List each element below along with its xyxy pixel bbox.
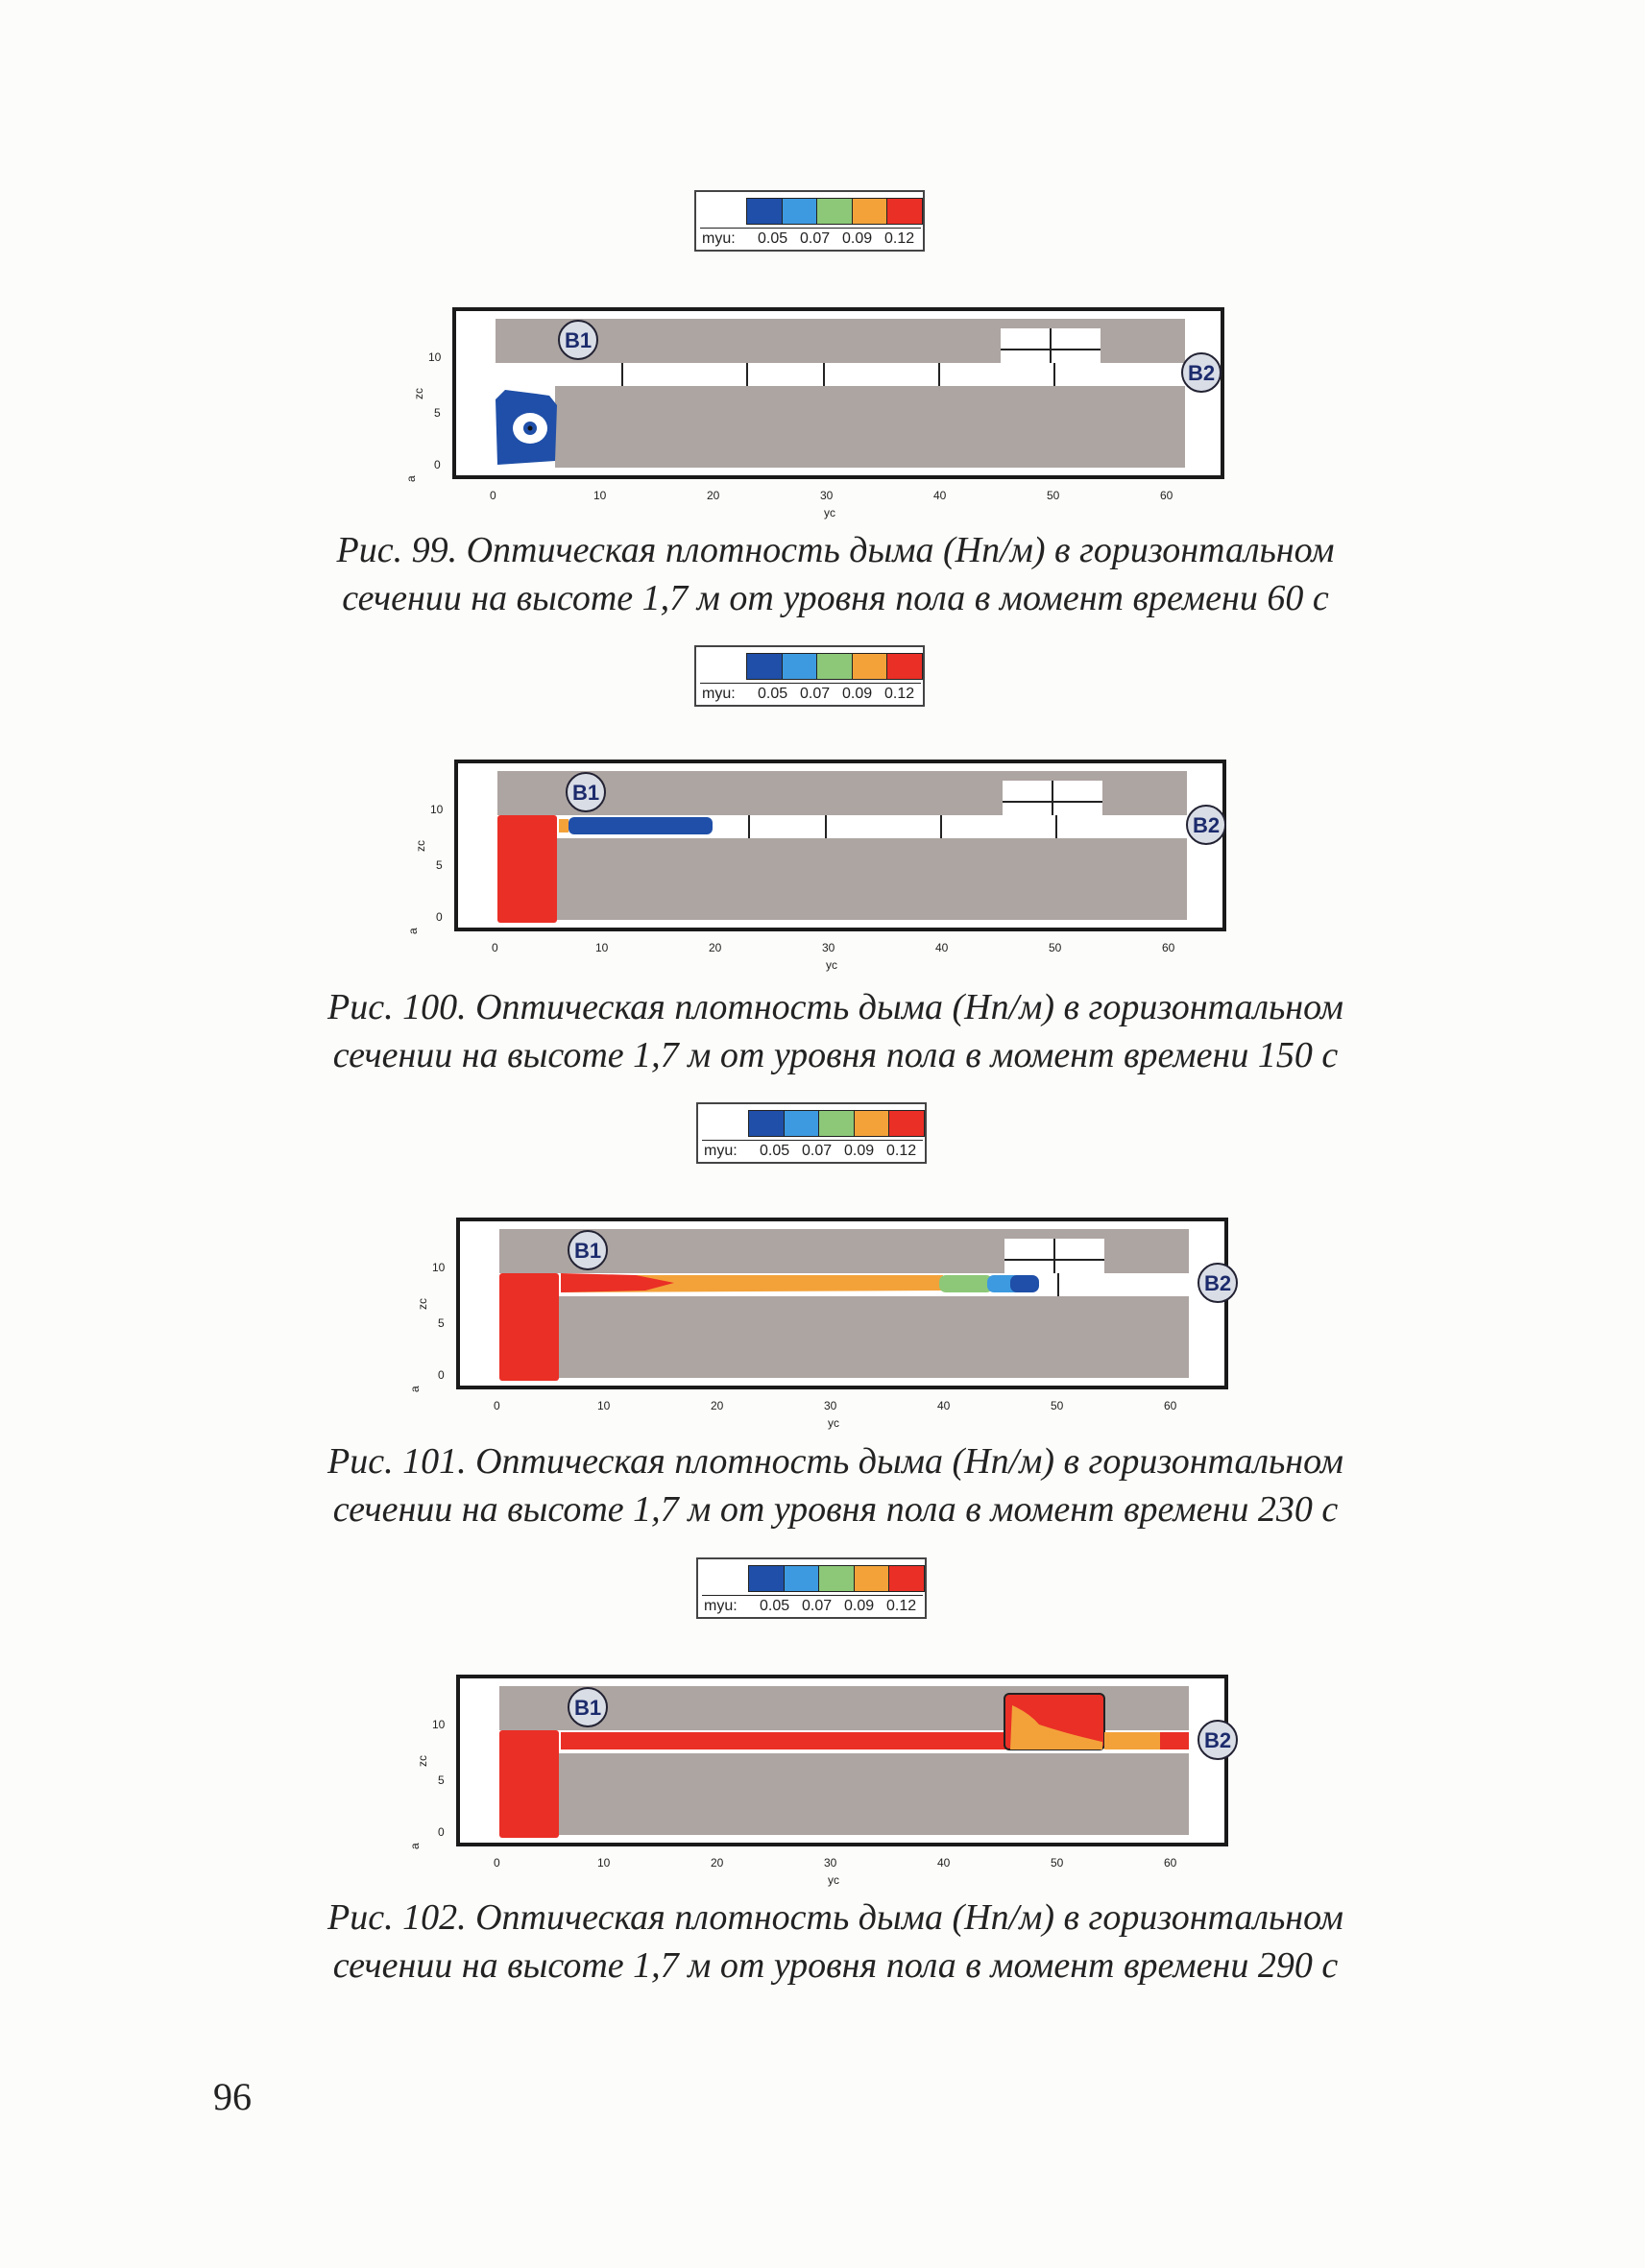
x-tick: 20 <box>707 489 720 502</box>
x-tick: 30 <box>820 489 834 502</box>
plot-100 <box>403 752 1248 973</box>
y-label: zc <box>416 1298 429 1310</box>
x-tick: 0 <box>494 1399 500 1412</box>
marker-b1: B1 <box>571 781 600 805</box>
y-tick: 5 <box>438 1316 445 1330</box>
swatch-green <box>819 1566 855 1591</box>
y-tick: 0 <box>438 1368 445 1382</box>
swatch-dark-blue <box>747 654 783 679</box>
x-tick: 50 <box>1051 1856 1064 1870</box>
figure-caption <box>173 526 1498 622</box>
swatch-light-blue <box>783 199 818 224</box>
x-tick: 20 <box>711 1399 724 1412</box>
y-tick: 10 <box>428 350 442 364</box>
swatch-green <box>817 199 853 224</box>
x-tick: 40 <box>937 1856 951 1870</box>
legend-tick: 0.07 <box>802 1143 833 1159</box>
x-tick: 0 <box>494 1856 500 1870</box>
color-legend <box>696 1557 927 1619</box>
x-tick: 50 <box>1051 1399 1064 1412</box>
x-tick: 10 <box>595 941 609 954</box>
x-tick: 40 <box>933 489 947 502</box>
x-label: yc <box>828 1416 839 1430</box>
y-tick: 0 <box>434 458 441 471</box>
x-label: yc <box>828 1873 839 1887</box>
legend-tick: 0.12 <box>886 1143 917 1159</box>
y-tick: 10 <box>430 803 444 816</box>
caption-line: Рис. 102. Оптическая плотность дыма (Нп/м) в горизонтальном <box>327 1897 1343 1938</box>
x-tick: 60 <box>1164 1856 1177 1870</box>
swatch-light-blue <box>785 1111 820 1136</box>
smoke-green <box>939 1275 993 1292</box>
y-tick: 10 <box>432 1261 446 1274</box>
x-label: yc <box>826 958 837 972</box>
smoke-orange <box>1104 1732 1162 1749</box>
x-tick: 20 <box>709 941 722 954</box>
plot-99 <box>401 300 1246 520</box>
swatch-red <box>889 1566 924 1591</box>
y-label: zc <box>416 1755 429 1767</box>
legend-label: myu: <box>704 1143 738 1159</box>
smoke-red <box>497 815 557 923</box>
x-tick: 60 <box>1162 941 1175 954</box>
legend-tick: 0.12 <box>884 686 915 702</box>
swatch-light-blue <box>785 1566 820 1591</box>
legend-tick: 0.05 <box>760 1598 790 1614</box>
swatch-dark-blue <box>749 1111 785 1136</box>
legend-label: myu: <box>702 686 736 702</box>
swatch-red <box>887 654 922 679</box>
page-number: 96 <box>213 2075 252 2118</box>
legend-swatches <box>748 1110 925 1137</box>
legend-tick: 0.09 <box>842 230 873 247</box>
smoke-dark-blue <box>1010 1275 1039 1292</box>
corner-label: a <box>408 1843 422 1849</box>
legend-swatches <box>748 1565 925 1592</box>
corner-label: a <box>408 1386 422 1392</box>
x-tick: 10 <box>597 1856 611 1870</box>
swatch-light-blue <box>783 654 818 679</box>
y-tick: 5 <box>438 1773 445 1787</box>
swatch-orange <box>853 199 888 224</box>
swatch-green <box>819 1111 855 1136</box>
corner-label: a <box>404 475 418 482</box>
y-tick: 10 <box>432 1718 446 1731</box>
caption-line: Рис. 101. Оптическая плотность дыма (Нп/м) в горизонтальном <box>327 1441 1343 1482</box>
legend-tick: 0.05 <box>760 1143 790 1159</box>
x-tick: 60 <box>1160 489 1173 502</box>
swatch-orange <box>855 1111 890 1136</box>
caption-line: сечении на высоте 1,7 м от уровня пола в момент времени 60 с <box>342 578 1329 618</box>
caption-line: сечении на высоте 1,7 м от уровня пола в момент времени 230 с <box>332 1489 1339 1530</box>
marker-b1: B1 <box>564 328 593 352</box>
swatch-dark-blue <box>749 1566 785 1591</box>
floor-block <box>555 386 1185 468</box>
legend-swatches <box>746 653 923 680</box>
x-label: yc <box>824 506 835 519</box>
legend-tick: 0.09 <box>844 1143 875 1159</box>
color-legend <box>694 190 925 252</box>
caption-line: Рис. 100. Оптическая плотность дыма (Нп/м) в горизонтальном <box>327 987 1343 1027</box>
corner-label: a <box>406 928 420 934</box>
marker-b2: B2 <box>1203 1271 1232 1295</box>
swatch-orange <box>853 654 888 679</box>
legend-tick: 0.05 <box>758 230 788 247</box>
y-label: zc <box>412 388 425 399</box>
x-tick: 20 <box>711 1856 724 1870</box>
x-tick: 10 <box>593 489 607 502</box>
legend-tick: 0.12 <box>884 230 915 247</box>
swatch-red <box>887 199 922 224</box>
figure-caption <box>173 1437 1498 1533</box>
color-legend <box>694 645 925 707</box>
y-tick: 0 <box>438 1825 445 1839</box>
y-tick: 5 <box>436 858 443 872</box>
x-tick: 30 <box>822 941 835 954</box>
x-tick: 30 <box>824 1399 837 1412</box>
marker-b2: B2 <box>1203 1728 1232 1752</box>
marker-b1: B1 <box>573 1239 602 1263</box>
x-tick: 10 <box>597 1399 611 1412</box>
marker-b1: B1 <box>573 1696 602 1720</box>
x-tick: 0 <box>490 489 496 502</box>
swatch-green <box>817 654 853 679</box>
legend-label: myu: <box>704 1598 738 1614</box>
marker-b2: B2 <box>1187 361 1216 385</box>
x-tick: 50 <box>1047 489 1060 502</box>
caption-line: сечении на высоте 1,7 м от уровня пола в момент времени 290 с <box>332 1945 1339 1986</box>
x-tick: 0 <box>492 941 498 954</box>
legend-tick: 0.05 <box>758 686 788 702</box>
x-tick: 40 <box>937 1399 951 1412</box>
color-legend <box>696 1102 927 1164</box>
swatch-red <box>889 1111 924 1136</box>
caption-line: сечении на высоте 1,7 м от уровня пола в момент времени 150 с <box>332 1035 1339 1075</box>
plot-101 <box>405 1210 1250 1431</box>
y-label: zc <box>414 840 427 852</box>
x-tick: 50 <box>1049 941 1062 954</box>
plot-102 <box>405 1667 1250 1888</box>
caption-line: Рис. 99. Оптическая плотность дыма (Нп/м) в горизонтальном <box>336 530 1335 570</box>
swatch-dark-blue <box>747 199 783 224</box>
y-tick: 5 <box>434 406 441 420</box>
legend-tick: 0.09 <box>844 1598 875 1614</box>
legend-tick: 0.12 <box>886 1598 917 1614</box>
smoke-blue <box>568 817 713 834</box>
legend-tick: 0.07 <box>800 230 831 247</box>
legend-tick: 0.07 <box>800 686 831 702</box>
y-tick: 0 <box>436 910 443 924</box>
legend-tick: 0.07 <box>802 1598 833 1614</box>
legend-label: myu: <box>702 230 736 247</box>
figure-caption <box>173 1894 1498 1990</box>
x-tick: 30 <box>824 1856 837 1870</box>
swatch-orange <box>855 1566 890 1591</box>
figure-caption <box>173 983 1498 1079</box>
marker-b2: B2 <box>1192 813 1221 837</box>
legend-swatches <box>746 198 923 225</box>
x-tick: 60 <box>1164 1399 1177 1412</box>
legend-tick: 0.09 <box>842 686 873 702</box>
x-tick: 40 <box>935 941 949 954</box>
